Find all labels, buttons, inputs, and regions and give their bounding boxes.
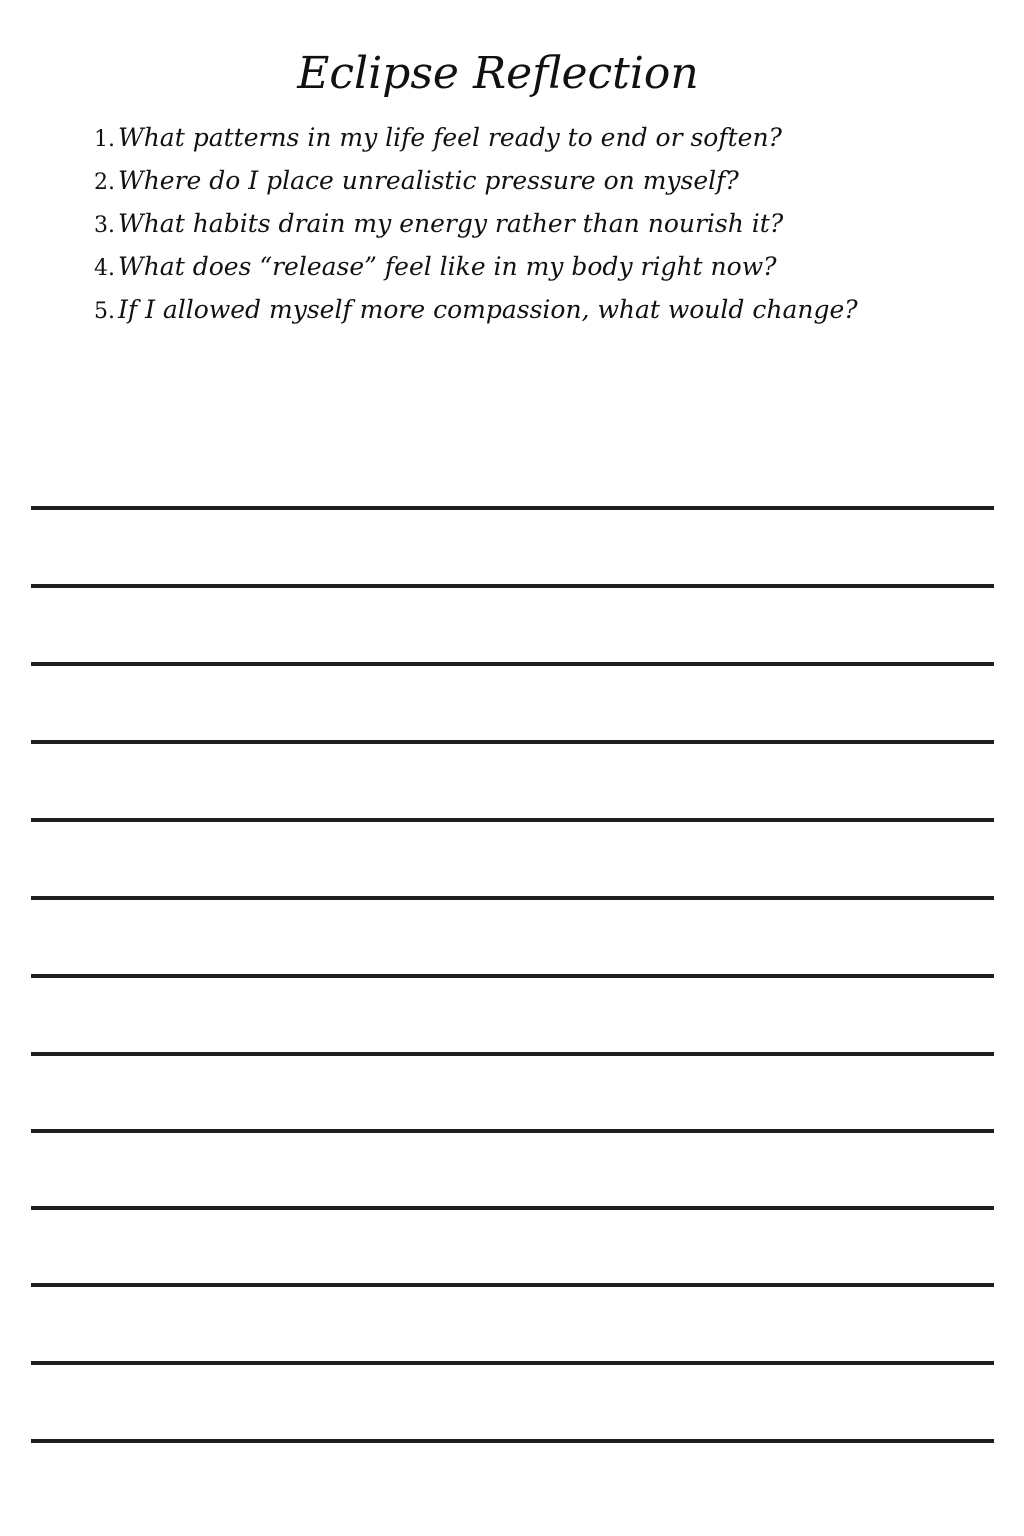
writing-line bbox=[31, 584, 994, 588]
writing-line bbox=[31, 1129, 994, 1133]
writing-line bbox=[31, 818, 994, 822]
writing-line bbox=[31, 1361, 994, 1365]
writing-line bbox=[31, 506, 994, 510]
writing-line bbox=[31, 1206, 994, 1210]
prompt-text: If I allowed myself more compassion, what would change? bbox=[118, 295, 858, 324]
prompt-number: 4. bbox=[94, 256, 115, 281]
writing-line bbox=[31, 1283, 994, 1287]
prompt-text: Where do I place unrealistic pressure on myself? bbox=[118, 166, 739, 195]
writing-line bbox=[31, 974, 994, 978]
prompt-text: What patterns in my life feel ready to end or soften? bbox=[118, 123, 782, 152]
writing-lines bbox=[31, 0, 994, 1536]
prompt-number: 3. bbox=[94, 213, 115, 238]
writing-line bbox=[31, 896, 994, 900]
writing-line bbox=[31, 740, 994, 744]
prompt-number: 2. bbox=[94, 170, 115, 195]
writing-line bbox=[31, 1439, 994, 1443]
page-title: Eclipse Reflection bbox=[297, 48, 699, 99]
writing-line bbox=[31, 1052, 994, 1056]
prompt-text: What does “release” feel like in my body right now? bbox=[118, 252, 777, 281]
prompt-number: 1. bbox=[94, 127, 115, 152]
prompt-text: What habits drain my energy rather than nourish it? bbox=[118, 209, 784, 238]
prompt-number: 5. bbox=[94, 299, 115, 324]
writing-line bbox=[31, 662, 994, 666]
